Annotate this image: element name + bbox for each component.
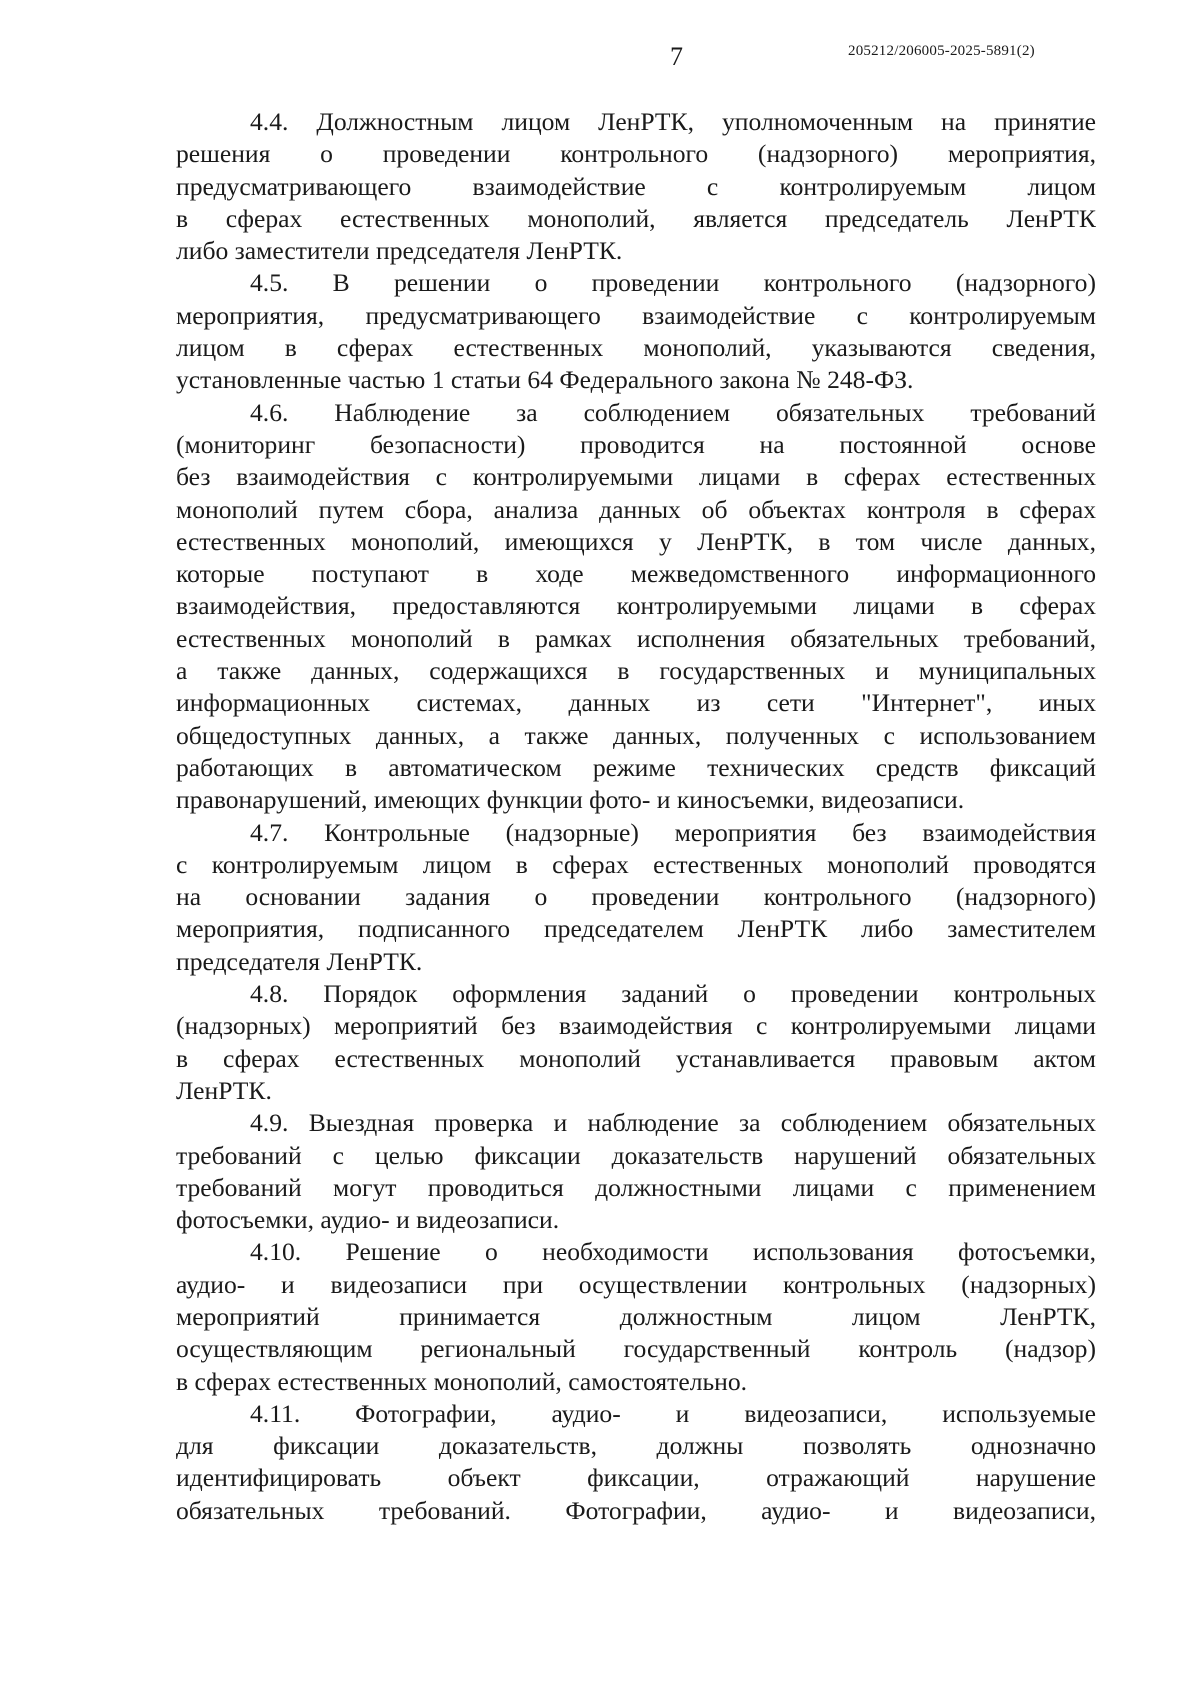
paragraph-line: мероприятия, подписанного председателем ЛенРТК либо заместителем xyxy=(176,914,1096,944)
paragraph-line: правонарушений, имеющих функции фото- и киносъемки, видеозаписи. xyxy=(176,785,965,815)
paragraph-line: монополий путем сбора, анализа данных об объектах контроля в сферах xyxy=(176,494,1096,524)
paragraph-4-7 xyxy=(176,817,1096,978)
paragraph-line: 4.5. В решении о проведении контрольного (надзорного) xyxy=(250,268,1096,298)
paragraph-line: работающих в автоматическом режиме технических средств фиксаций xyxy=(176,752,1096,782)
paragraph-line: для фиксации доказательств, должны позволять однозначно xyxy=(176,1431,1096,1461)
paragraph-line: в сферах естественных монополий, является председатель ЛенРТК xyxy=(176,203,1096,233)
paragraph-line: обязательных требований. Фотографии, аудио- и видеозаписи, xyxy=(176,1495,1096,1525)
paragraph-4-4 xyxy=(176,106,1096,267)
paragraph-line: фотосъемки, аудио- и видеозаписи. xyxy=(176,1205,560,1235)
paragraph-line: либо заместители председателя ЛенРТК. xyxy=(176,236,623,266)
paragraph-line: аудио- и видеозаписи при осуществлении контрольных (надзорных) xyxy=(176,1269,1096,1299)
paragraph-line: 4.4. Должностным лицом ЛенРТК, уполномоченным на принятие xyxy=(250,107,1096,136)
paragraph-line: требований могут проводиться должностными лицами с применением xyxy=(176,1172,1096,1202)
paragraph-line: 4.7. Контрольные (надзорные) мероприятия без взаимодействия xyxy=(250,817,1096,847)
paragraph-line: 4.8. Порядок оформления заданий о проведении контрольных xyxy=(250,979,1096,1009)
paragraph-line: установленные частью 1 статьи 64 Федерального закона № 248-ФЗ. xyxy=(176,365,914,395)
paragraph-line: взаимодействия, предоставляются контролируемыми лицами в сферах xyxy=(176,591,1096,621)
paragraph-line: а также данных, содержащихся в государственных и муниципальных xyxy=(176,656,1096,686)
paragraph-line: (надзорных) мероприятий без взаимодействия с контролируемыми лицами xyxy=(176,1011,1096,1041)
paragraph-line: председателя ЛенРТК. xyxy=(176,946,423,976)
paragraph-4-5 xyxy=(176,267,1096,396)
paragraph-4-11 xyxy=(176,1398,1096,1527)
paragraph-line: осуществляющим региональный государственный контроль (надзор) xyxy=(176,1334,1096,1364)
paragraph-line: лицом в сферах естественных монополий, указываются сведения, xyxy=(176,333,1096,363)
paragraph-line: идентифицировать объект фиксации, отражающий нарушение xyxy=(176,1463,1096,1493)
document-body xyxy=(176,106,1096,1527)
paragraph-line: мероприятий принимается должностным лицом ЛенРТК, xyxy=(176,1301,1096,1331)
paragraph-line: ЛенРТК. xyxy=(176,1075,272,1105)
paragraph-line: естественных монополий в рамках исполнения обязательных требований, xyxy=(176,623,1096,653)
paragraph-line: предусматривающего взаимодействие с контролируемым лицом xyxy=(176,171,1096,201)
paragraph-line: мероприятия, предусматривающего взаимодействие с контролируемым xyxy=(176,300,1096,330)
paragraph-line: которые поступают в ходе межведомственного информационного xyxy=(176,559,1096,589)
paragraph-line: (мониторинг безопасности) проводится на постоянной основе xyxy=(176,429,1096,459)
paragraph-line: с контролируемым лицом в сферах естественных монополий проводятся xyxy=(176,849,1096,879)
paragraph-line: 4.11. Фотографии, аудио- и видеозаписи, используемые xyxy=(250,1398,1096,1428)
paragraph-line: на основании задания о проведении контрольного (надзорного) xyxy=(176,882,1096,912)
paragraph-line: без взаимодействия с контролируемыми лицами в сферах естественных xyxy=(176,462,1096,492)
paragraph-line: требований с целью фиксации доказательств нарушений обязательных xyxy=(176,1140,1096,1170)
paragraph-line: в сферах естественных монополий устанавливается правовым актом xyxy=(176,1043,1096,1073)
paragraph-line: 4.10. Решение о необходимости использования фотосъемки, xyxy=(250,1237,1096,1267)
paragraph-line: общедоступных данных, а также данных, полученных с использованием xyxy=(176,720,1096,750)
paragraph-4-6 xyxy=(176,397,1096,817)
paragraph-line: 4.9. Выездная проверка и наблюдение за соблюдением обязательных xyxy=(250,1108,1096,1138)
paragraph-4-9 xyxy=(176,1107,1096,1236)
paragraph-line: в сферах естественных монополий, самостоятельно. xyxy=(176,1366,748,1396)
paragraph-4-8 xyxy=(176,978,1096,1107)
paragraph-line: естественных монополий, имеющихся у ЛенРТК, в том числе данных, xyxy=(176,526,1096,556)
paragraph-4-10 xyxy=(176,1236,1096,1397)
paragraph-line: информационных системах, данных из сети "Интернет", иных xyxy=(176,688,1096,718)
page-number: 7 xyxy=(670,42,683,71)
document-reference-number: 205212/206005-2025-5891(2) xyxy=(848,43,1035,59)
paragraph-line: решения о проведении контрольного (надзорного) мероприятия, xyxy=(176,139,1096,169)
paragraph-line: 4.6. Наблюдение за соблюдением обязательных требований xyxy=(250,397,1096,427)
